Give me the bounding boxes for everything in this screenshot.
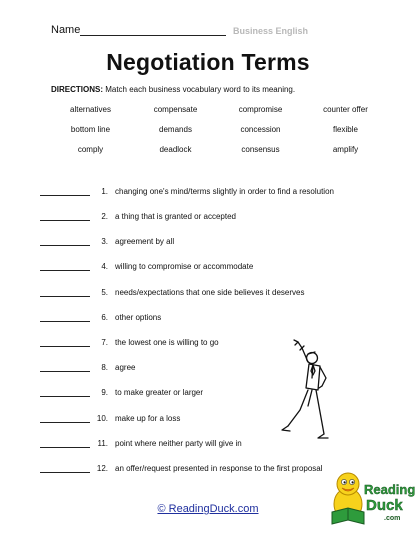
question-number: 8. (101, 363, 108, 372)
businessman-illustration (278, 338, 334, 444)
word-bank-item: deadlock (159, 145, 192, 154)
question-definition: willing to compromise or accommodate (115, 262, 254, 271)
question-definition: agree (115, 363, 136, 372)
word-bank-item: concession (240, 125, 281, 134)
word-bank-item: comply (77, 145, 104, 154)
logo-word-reading: Reading (364, 482, 416, 497)
directions-text: Match each business vocabulary word to its meaning. (103, 85, 296, 94)
question-definition: changing one's mind/terms slightly in order to find a resolution (115, 187, 334, 196)
question-number: 7. (101, 338, 108, 347)
word-bank-item: flexible (333, 125, 358, 134)
question-row (40, 362, 390, 376)
question-number: 9. (101, 388, 108, 397)
question-number: 2. (101, 212, 108, 221)
worksheet-title: Negotiation Terms (106, 49, 310, 75)
word-bank-item: bottom line (70, 125, 111, 134)
answer-blank[interactable] (40, 270, 90, 271)
question-number: 12. (96, 464, 108, 473)
question-definition: an offer/request presented in response to the first proposal (115, 464, 323, 473)
question-number: 1. (101, 187, 108, 196)
question-row (40, 337, 390, 351)
question-number: 4. (101, 262, 108, 271)
question-definition: the lowest one is willing to go (115, 338, 219, 347)
directions-label: DIRECTIONS: (51, 85, 103, 94)
question-definition: make up for a loss (115, 414, 181, 423)
question-number: 3. (101, 237, 108, 246)
word-bank-item: counter offer (323, 105, 368, 114)
word-bank-item: amplify (332, 145, 359, 154)
question-row (40, 413, 390, 427)
question-row (40, 387, 390, 401)
logo-suffix: .com (384, 515, 401, 522)
answer-blank[interactable] (40, 346, 90, 347)
question-definition: a thing that is granted or accepted (115, 212, 236, 221)
word-bank-item: demands (159, 125, 192, 134)
word-bank-item: consensus (241, 145, 280, 154)
question-row (40, 287, 390, 301)
name-row (51, 24, 381, 38)
answer-blank[interactable] (40, 245, 90, 246)
question-definition: other options (115, 313, 162, 322)
answer-blank[interactable] (40, 220, 90, 221)
question-definition: agreement by all (115, 237, 175, 246)
question-row (40, 438, 390, 452)
question-definition: needs/expectations that one side believes it deserves (115, 288, 305, 297)
question-number: 10. (96, 414, 108, 423)
answer-blank[interactable] (40, 472, 90, 473)
subject-label: Business English (233, 26, 309, 36)
name-blank-line (80, 35, 226, 36)
question-row (40, 261, 390, 275)
answer-blank[interactable] (40, 321, 90, 322)
question-number: 5. (101, 288, 108, 297)
question-number: 6. (101, 313, 108, 322)
logo-word-duck: Duck (366, 497, 403, 514)
answer-blank[interactable] (40, 195, 90, 196)
readingduck-link[interactable]: © ReadingDuck.com (157, 503, 259, 515)
directions (51, 84, 295, 95)
answer-blank[interactable] (40, 396, 90, 397)
question-row (40, 236, 390, 250)
question-definition: to make greater or larger (115, 388, 204, 397)
question-row (40, 211, 390, 225)
word-bank-item: alternatives (70, 105, 111, 114)
answer-blank[interactable] (40, 447, 90, 448)
question-number: 11. (97, 439, 108, 448)
answer-blank[interactable] (40, 371, 90, 372)
answer-blank[interactable] (40, 422, 90, 423)
answer-blank[interactable] (40, 296, 90, 297)
question-definition: point where neither party will give in (115, 439, 242, 448)
readingduck-logo (326, 464, 416, 532)
name-label: Name (51, 24, 81, 36)
word-bank-item: compromise (238, 105, 283, 114)
word-bank-item: compensate (153, 105, 198, 114)
question-row (40, 186, 390, 200)
question-row (40, 312, 390, 326)
